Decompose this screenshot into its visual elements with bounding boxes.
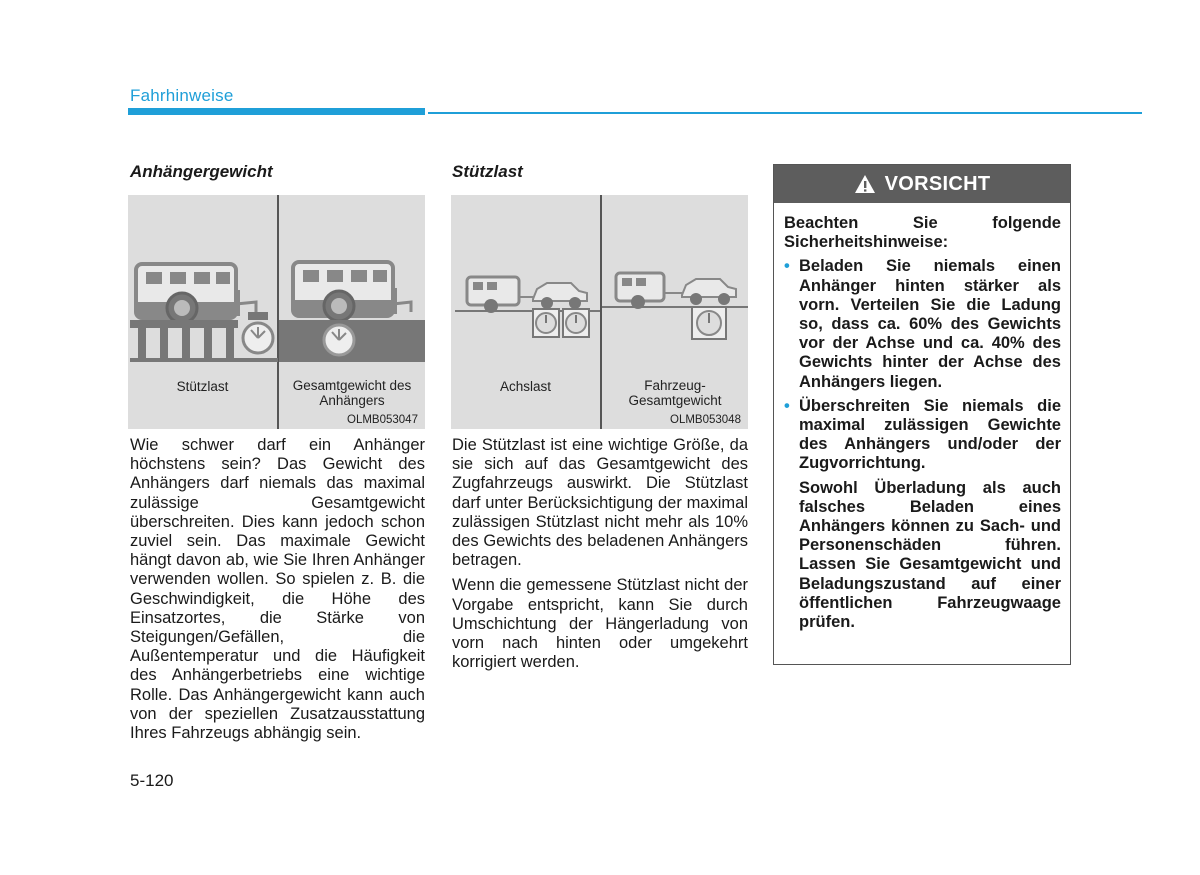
caution-item-text: Beladen Sie niemals einen Anhänger hinten stärker als vorn. Verteilen Sie die Ladung so, dass ca. 60% des Gewichts vor der Achse und ca. 40% des Gewichts hinter der Achse des Anhängers liegen. (799, 257, 1061, 391)
trailer-tongue-scale-illustration (130, 250, 278, 370)
caution-body (784, 214, 1061, 632)
gross-vehicle-weight-illustration (602, 265, 748, 375)
caution-item (784, 397, 1061, 474)
figure-code: OLMB053048 (670, 414, 741, 426)
figure-code: OLMB053047 (347, 414, 418, 426)
figure-label-gesamtgewicht (279, 378, 425, 408)
caution-title: VORSICHT (884, 172, 991, 195)
bullet-icon: • (784, 396, 790, 415)
caution-header (774, 165, 1070, 203)
heading-stuetzlast: Stützlast (452, 162, 523, 181)
section-title: Fahrhinweise (130, 86, 234, 105)
header-rule-thin (428, 112, 1142, 114)
bullet-icon: • (784, 257, 790, 276)
caution-item-continued: Sowohl Überladung als auch falsches Beladen eines Anhängers können zu Sach- und Personenschäden führen. Lassen Sie Gesamtgewicht und Beladungszustand auf einer öffentlichen Fahrzeugwaage prüfen. (799, 478, 1061, 632)
caution-item (784, 257, 1061, 391)
heading-anhaengergewicht: Anhängergewicht (130, 162, 273, 181)
figure-label-line: Anhängers (319, 393, 385, 408)
caution-item-text: Überschreiten Sie niemals die maximal zulässigen Gewichte des Anhängers und/oder der Zugvorrichtung. (799, 396, 1061, 473)
axle-load-illustration (451, 265, 600, 375)
caution-intro: Beachten Sie folgende Sicherheitshinweise: (784, 214, 1061, 252)
figure-trailer-weight (128, 195, 425, 429)
figure-label-achslast: Achslast (499, 379, 552, 394)
page-number: 5-120 (130, 771, 174, 790)
trailer-total-weight-illustration (279, 250, 425, 370)
figure-label-stuetzlast: Stützlast (176, 379, 229, 394)
paragraph: Wenn die gemessene Stützlast nicht der Vorgabe entspricht, kann Sie durch Umschichtung der Hängerladung von vorn nach hinten oder umgekehrt korrigiert werden. (452, 576, 748, 672)
caution-box (773, 164, 1071, 665)
figure-label-line: Fahrzeug- (644, 378, 706, 393)
body-text-anhaengergewicht: Wie schwer darf ein Anhänger höchstens sein? Das Gewicht des Anhängers darf niemals das maximal zulässige Gesamtgewicht überschreiten. Dies kann jedoch schon zuviel sein. Das maximale Gewicht hängt davon ab, wie Sie Ihren Anhänger verwenden wollen. So spielen z. B. die Geschwindigkeit, die Höhe des Einsatzortes, die Stärke von Steigungen/Gefällen, die Außentemperatur und die Häufigkeit des Anhängerbetriebs eine wichtige Rolle. Das Anhängergewicht kann auch von der speziellen Zusatzausstattung Ihres Fahrzeugs abhängig sein. (130, 436, 425, 743)
figure-label-fahrzeug-gesamtgewicht (602, 378, 748, 408)
figure-label-line: Gesamtgewicht (628, 393, 722, 408)
header-rule-thick (128, 108, 425, 115)
warning-triangle-icon (854, 174, 876, 194)
figure-label-line: Gesamtgewicht des (292, 378, 412, 393)
paragraph: Die Stützlast ist eine wichtige Größe, da sie sich auf das Gesamtgewicht des Zugfahrzeugs auswirkt. Die Stützlast darf unter Berücksichtigung der maximal zulässigen Stützlast nicht mehr als 10% des Gewichts des beladenen Anhängers betragen. (452, 436, 748, 570)
figure-tongue-load (451, 195, 748, 429)
body-text-stuetzlast (452, 436, 748, 678)
